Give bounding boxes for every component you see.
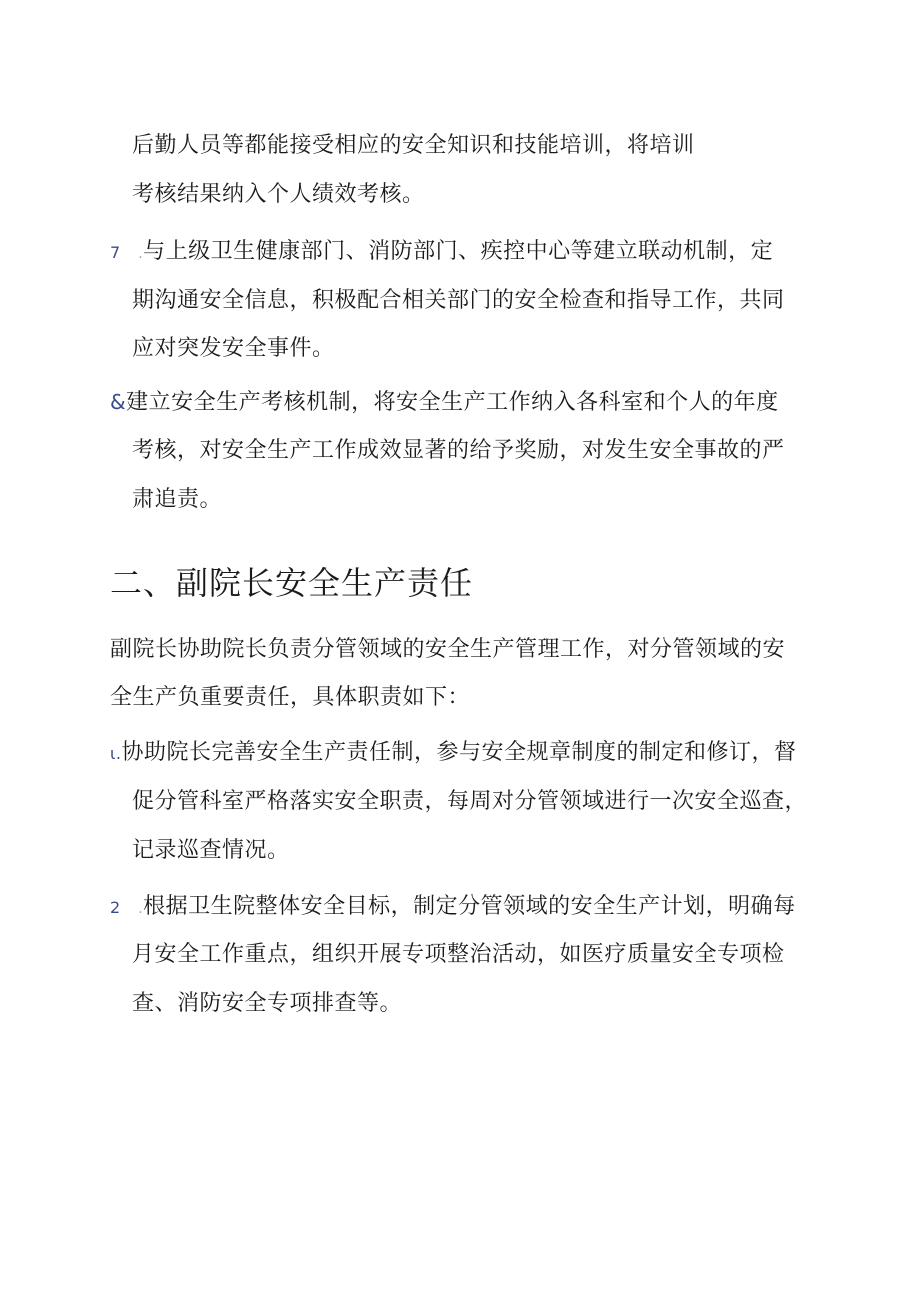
item-8-text-1: 建立安全生产考核机制，将安全生产工作纳入各科室和个人的年度 [126,390,779,415]
item-8-line-3: 肃追责。 [132,487,223,512]
continuation-line-2: 考核结果纳入个人绩效考核。 [132,182,425,207]
item-7-line-1 [110,237,773,269]
item-7-dot: . [138,246,144,262]
section-2-item-2-dot: . [138,901,144,917]
section-2-item-2-line-2: 月安全工作重点，组织开展专项整治活动，如医疗质量安全专项检 [132,942,785,967]
section-2-item-1-line-1 [110,738,797,769]
section-2-item-2-number: 2 [110,898,121,917]
section-2-item-1-text-1: 协助院长完善安全生产责任制，参与安全规章制度的制定和修订，督 [121,740,797,765]
item-8-marker: & [110,390,127,414]
section-2-heading: 二、副院长安全生产责任 [110,564,474,602]
item-7-number: 7 [110,243,121,262]
item-7-text-1: 与上级卫生健康部门、消防部门、疾控中心等建立联动机制，定 [143,239,774,264]
section-2-item-1-line-2: 促分管科室严格落实安全职责，每周对分管领域进行一次安全巡查， [132,789,808,814]
section-2-intro-line-2: 全生产负重要责任，具体职责如下： [110,685,471,710]
item-7-line-2: 期沟通安全信息，积极配合相关部门的安全检查和指导工作，共同 [132,288,785,313]
section-2-item-1-marker: ι. [110,744,122,763]
section-2-intro-line-1: 副院长协助院长负责分管领域的安全生产管理工作，对分管领域的安 [110,637,786,662]
section-2-item-1-line-3: 记录巡查情况。 [132,838,290,863]
continuation-line-1: 后勤人员等都能接受相应的安全知识和技能培训，将培训 [132,133,695,158]
section-2-item-2-line-3: 查、消防安全专项排查等。 [132,991,403,1016]
item-8-line-1 [110,387,779,418]
item-8-line-2: 考核，对安全生产工作成效显著的给予奖励，对发生安全事故的严 [132,438,785,463]
section-2-item-2-line-1 [110,892,796,924]
section-2-item-2-text-1: 根据卫生院整体安全目标，制定分管领域的安全生产计划，明确每 [143,894,796,919]
item-7-line-3: 应对突发安全事件。 [132,336,335,361]
